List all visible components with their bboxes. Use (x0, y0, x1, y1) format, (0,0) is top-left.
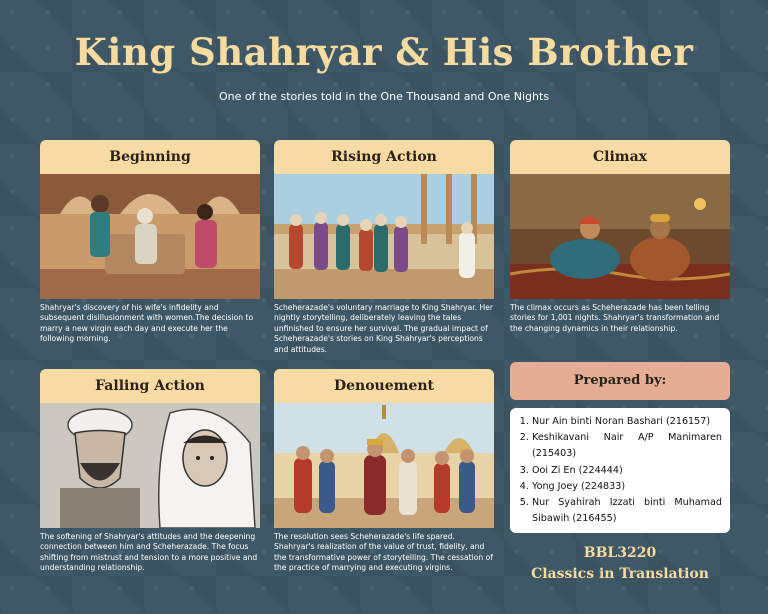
member-list (510, 408, 730, 533)
section-climax (510, 140, 730, 334)
prepared-by-heading: Prepared by: (510, 362, 730, 400)
member-item: 3. Ooi Zi En (224444) (532, 463, 722, 479)
section-denouement (274, 369, 494, 574)
section-text: The resolution sees Scheherazade's life spared. Shahryar's realization of the value of trust, fidelity, and the transformative power of storytelling. The cessation of the practice of marrying and executing virgins. (274, 532, 493, 573)
section-heading: Rising Action (274, 140, 494, 174)
poster-subtitle: One of the stories told in the One Thousand and One Nights (218, 90, 550, 103)
section-text: The softening of Shahryar's attitudes and the deepening connection between him and Scheherazade. The focus shifting from mistrust and tension to a more positive and understanding relationship. (40, 532, 258, 573)
member-item: 1. Nur Ain binti Noran Bashari (216157) (532, 414, 722, 430)
course-code: BBL3220 (583, 545, 657, 561)
section-text: Shahryar's discovery of his wife's infidelity and subsequent disillusionment with women.The decision to marry a new virgin each day and execute her the following morning. (40, 303, 254, 344)
section-heading: Beginning (40, 140, 260, 174)
poster-title: King Shahryar & His Brother (74, 30, 694, 74)
palace-scene-illustration (40, 174, 260, 299)
section-beginning (40, 140, 260, 345)
prepared-by-panel (510, 362, 730, 533)
section-text: Scheherazade's voluntary marriage to King Shahryar. Her nightly storytelling, deliberately leaving the tales unfinished to ensure her survival. The gradual impact of Scheherazade's stories on King Shahryar's perceptions and attitudes. (274, 303, 493, 354)
section-falling-action (40, 369, 260, 574)
member-item: 2. Keshikavani Nair A/P Manimaren (215403) (532, 430, 722, 462)
course-info (500, 543, 740, 585)
section-heading: Falling Action (40, 369, 260, 403)
courtyard-procession-illustration (274, 174, 494, 299)
section-text: The climax occurs as Scheherazade has been telling stories for 1,001 nights. Shahryar's transformation and the changing dynamics in their relationship. (510, 303, 720, 333)
section-heading: Climax (510, 140, 730, 174)
storytelling-painting (510, 174, 730, 299)
member-item: 5. Nur Syahirah Izzati binti Muhamad Sibawih (216455) (532, 495, 722, 527)
couple-sketch-illustration (40, 403, 260, 528)
royal-gathering-illustration (274, 403, 494, 528)
course-name: Classics in Translation (531, 566, 709, 582)
section-heading: Denouement (274, 369, 494, 403)
member-item: 4. Yong Joey (224833) (532, 479, 722, 495)
section-rising-action (274, 140, 494, 355)
